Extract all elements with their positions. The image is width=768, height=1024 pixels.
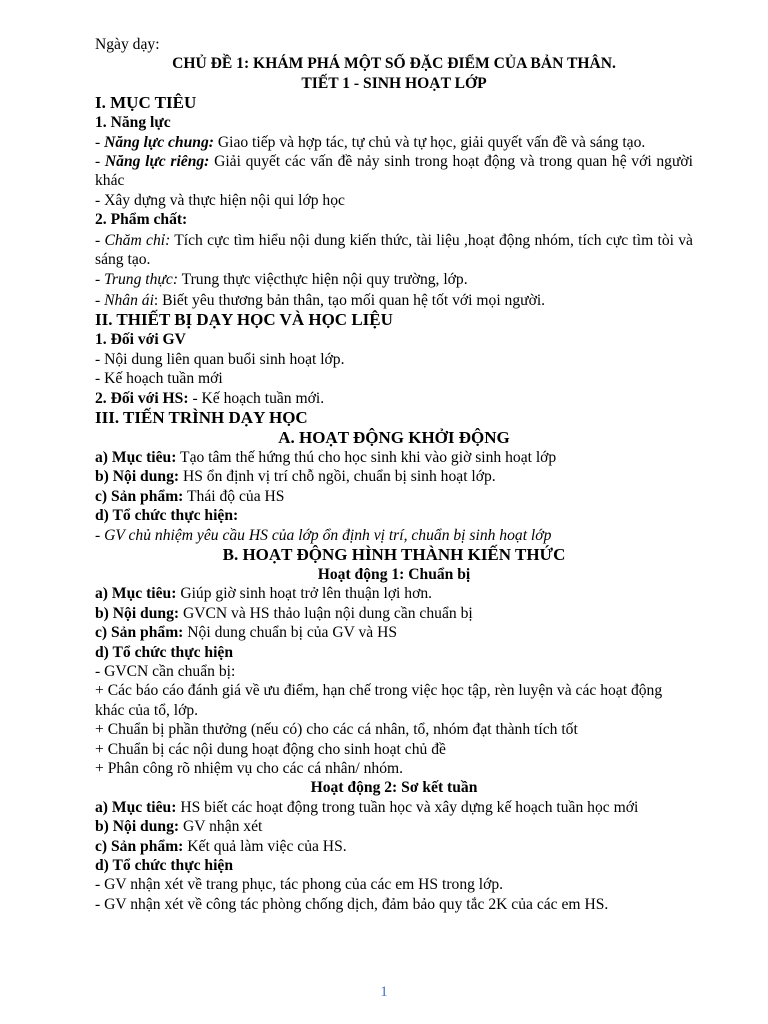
general-competence-label: Năng lực chung: [104, 133, 214, 151]
activity-1-product-text: Nội dung chuẩn bị của GV và HS [183, 624, 398, 642]
activity-2-heading: Hoạt động 2: Sơ kết tuần [310, 779, 478, 797]
diligence-item [95, 231, 693, 270]
activity-1-product-label: c) Sản phẩm: [95, 624, 184, 642]
activity-2-objective [95, 798, 693, 817]
warmup-objective-text: Tạo tâm thế hứng thú cho học sinh khi vào giờ sinh hoạt lớp [176, 448, 557, 466]
activity-1-content-label: b) Nội dung: [95, 604, 180, 622]
class-rules-item: - Xây dựng và thực hiện nội qui lớp học [95, 191, 345, 209]
activity-1-step: + Các báo cáo đánh giá về ưu điểm, hạn chế trong việc học tập, rèn luyện và các hoạt động khác của tổ, lớp. [95, 682, 663, 719]
competence-heading: 1. Năng lực [95, 114, 171, 132]
activity-2-content-label: b) Nội dung: [95, 818, 180, 836]
activity-2-organization-label: d) Tổ chức thực hiện [95, 857, 233, 875]
general-competence-prefix: - [95, 133, 105, 151]
honesty-text: Trung thực việcthực hiện nội quy trường, lớp. [178, 271, 468, 289]
diligence-label: - Chăm chỉ: [95, 231, 171, 249]
activity-2-objective-text: HS biết các hoạt động trong tuần học và xây dựng kế hoạch tuần học mới [176, 798, 639, 816]
kindness-text: : Biết yêu thương bản thân, tạo mối quan hệ tốt với mọi người. [153, 291, 546, 309]
section-process-heading: III. TIẾN TRÌNH DẠY HỌC [95, 407, 308, 427]
warmup-organization-label: d) Tổ chức thực hiện: [95, 507, 239, 525]
warmup-content-label: b) Nội dung: [95, 468, 180, 486]
activity-2-step: - GV nhận xét về trang phục, tác phong của các em HS trong lớp. [95, 876, 504, 894]
activity-1-objective-text: Giúp giờ sinh hoạt trở lên thuận lợi hơn. [176, 585, 433, 603]
section-equipment-heading: II. THIẾT BỊ DẠY HỌC VÀ HỌC LIỆU [95, 310, 393, 330]
knowledge-activity-heading: B. HOẠT ĐỘNG HÌNH THÀNH KIẾN THỨC [222, 544, 566, 564]
qualities-heading: 2. Phẩm chất: [95, 211, 188, 229]
date-label: Ngày dạy: [95, 36, 160, 53]
warmup-product-text: Thái độ của HS [183, 487, 285, 505]
warmup-content [95, 467, 693, 486]
section-objectives-heading: I. MỤC TIÊU [95, 93, 197, 113]
activity-1-content-text: GVCN và HS thảo luận nội dung cần chuẩn bị [179, 604, 473, 622]
warmup-objective-label: a) Mục tiêu: [95, 448, 177, 466]
activity-2-product-text: Kết quả làm việc của HS. [183, 837, 347, 855]
student-materials [95, 389, 693, 408]
activity-2-product [95, 837, 693, 856]
warmup-content-text: HS ổn định vị trí chỗ ngồi, chuẩn bị sinh hoạt lớp. [179, 468, 496, 486]
general-competence-text: Giao tiếp và hợp tác, tự chủ và tự học, giải quyết vấn đề và sáng tạo. [213, 133, 646, 151]
activity-1-step: + Chuẩn bị phần thưởng (nếu có) cho các cá nhân, tổ, nhóm đạt thành tích tốt [95, 721, 578, 739]
activity-1-heading: Hoạt động 1: Chuẩn bị [317, 565, 471, 583]
general-competence [95, 133, 693, 152]
activity-1-step: - GVCN cần chuẩn bị: [95, 662, 236, 680]
activity-2-content-text: GV nhận xét [179, 818, 263, 836]
activity-1-objective-label: a) Mục tiêu: [95, 585, 177, 603]
honesty-item [95, 270, 693, 289]
kindness-label: - Nhân ái [95, 291, 154, 309]
warmup-objective [95, 448, 693, 467]
warmup-product [95, 487, 693, 506]
activity-1-step: + Chuẩn bị các nội dung hoạt động cho sinh hoạt chủ đề [95, 740, 446, 758]
activity-1-objective [95, 584, 693, 603]
warmup-activity-heading: A. HOẠT ĐỘNG KHỞI ĐỘNG [278, 427, 510, 447]
lesson-title: TIẾT 1 - SINH HOẠT LỚP [301, 74, 487, 92]
specific-competence [95, 152, 693, 191]
student-materials-text: - Kế hoạch tuần mới. [188, 389, 325, 407]
activity-1-step: + Phân công rõ nhiệm vụ cho các cá nhân/ nhóm. [95, 760, 404, 777]
warmup-organization-text: - GV chủ nhiệm yêu cầu HS của lớp ổn định vị trí, chuẩn bị sinh hoạt lớp [95, 526, 552, 544]
activity-2-objective-label: a) Mục tiêu: [95, 798, 177, 816]
specific-competence-prefix: - [95, 153, 105, 171]
topic-title: CHỦ ĐỀ 1: KHÁM PHÁ MỘT SỐ ĐẶC ĐIỂM CỦA BẢN THÂN. [172, 55, 616, 73]
teacher-materials-heading: 1. Đối với GV [95, 331, 186, 349]
activity-1-product [95, 623, 693, 642]
student-materials-label: 2. Đối với HS: [95, 389, 189, 407]
activity-2-step: - GV nhận xét về công tác phòng chống dịch, đảm bảo quy tắc 2K của các em HS. [95, 895, 609, 913]
activity-1-content [95, 604, 693, 623]
document-body [95, 35, 693, 914]
warmup-product-label: c) Sản phẩm: [95, 487, 184, 505]
teacher-material-item: - Nội dung liên quan buổi sinh hoạt lớp. [95, 350, 345, 368]
activity-2-content [95, 817, 693, 836]
kindness-item [95, 291, 693, 310]
diligence-text: Tích cực tìm hiểu nội dung kiến thức, tài liệu ,hoạt động nhóm, tích cực tìm tòi và sáng tạo. [95, 231, 693, 269]
honesty-label: - Trung thực: [95, 271, 179, 289]
specific-competence-text: Giải quyết các vấn đề nảy sinh trong hoạt động và trong quan hệ với người khác [95, 153, 693, 190]
specific-competence-label: Năng lực riêng: [104, 153, 210, 171]
activity-2-product-label: c) Sản phẩm: [95, 837, 184, 855]
page-number: 1 [380, 984, 388, 1000]
activity-1-organization-label: d) Tổ chức thực hiện [95, 643, 233, 661]
teacher-material-item: - Kế hoạch tuần mới [95, 370, 223, 388]
